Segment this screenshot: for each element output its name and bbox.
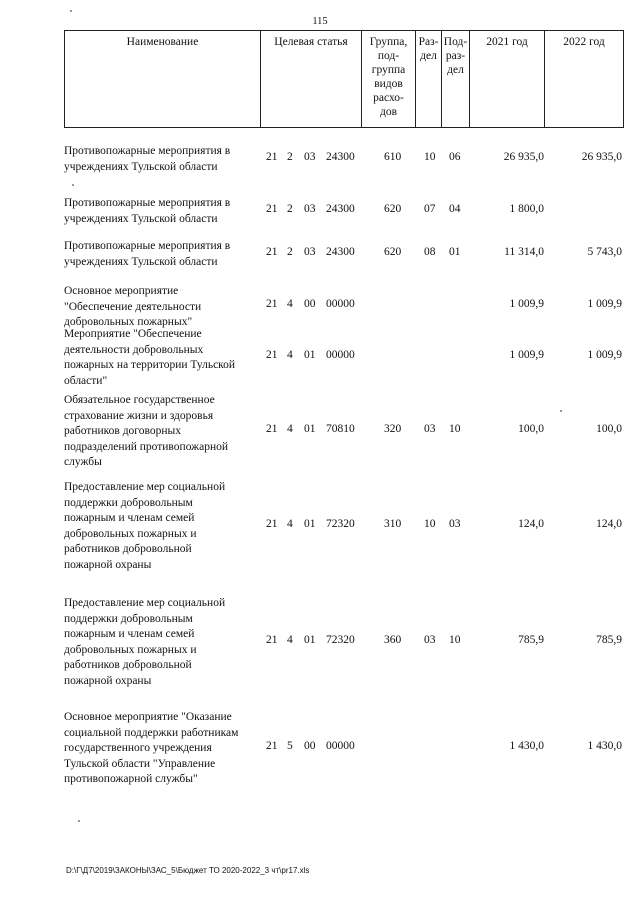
- program-code: 21: [266, 518, 278, 530]
- header-subsection-line: Под-: [443, 36, 468, 48]
- row-name-line: Предоставление мер социальной: [64, 481, 226, 493]
- value-2021: 124,0: [518, 518, 544, 530]
- activity-code: 00: [304, 740, 316, 752]
- value-2021: 785,9: [518, 634, 544, 646]
- expense-group: 320: [384, 423, 402, 435]
- header-2022: 2022 год: [563, 36, 605, 48]
- row-name: [64, 480, 260, 573]
- row-name-line: пожарных на территории Тульской: [64, 359, 236, 371]
- subsection-code: 03: [449, 518, 461, 530]
- value-2021: 1 009,9: [509, 298, 544, 310]
- expense-group: 620: [384, 246, 402, 258]
- value-2021: 1 430,0: [509, 740, 544, 752]
- row-name-line: поддержки добровольным: [64, 496, 193, 509]
- subprogram-code: 4: [287, 298, 293, 310]
- header-group-line: дов: [379, 106, 398, 118]
- direction-code: 72320: [326, 518, 355, 530]
- subprogram-code: 4: [287, 423, 293, 435]
- row-name-line: пожарным и членам семей: [64, 512, 195, 524]
- program-code: 21: [266, 298, 278, 310]
- header-2021-cell: [469, 30, 545, 128]
- scan-speck: [70, 10, 72, 12]
- header-section-cell: [415, 30, 442, 128]
- section-code: 07: [424, 203, 436, 215]
- value-2021: 26 935,0: [503, 151, 544, 163]
- subprogram-code: 2: [287, 203, 293, 215]
- value-2021: 100,0: [518, 423, 544, 435]
- activity-code: 01: [304, 423, 316, 435]
- value-2022: 1 430,0: [587, 740, 622, 752]
- value-2022: 124,0: [596, 518, 622, 530]
- direction-code: 24300: [326, 246, 355, 258]
- direction-code: 24300: [326, 203, 355, 215]
- section-code: 03: [424, 634, 436, 646]
- expense-group: 610: [384, 151, 402, 163]
- activity-code: 01: [304, 349, 316, 361]
- row-name: [64, 284, 260, 331]
- header-group-cell: [361, 30, 416, 128]
- program-code: 21: [266, 246, 278, 258]
- row-name-line: противопожарной службы": [64, 773, 198, 785]
- header-name: Наименование: [126, 36, 199, 48]
- subprogram-code: 2: [287, 246, 293, 258]
- value-2022: 785,9: [596, 634, 622, 646]
- section-code: 08: [424, 246, 436, 258]
- value-2022: 26 935,0: [581, 151, 622, 163]
- header-section-line: дел: [420, 50, 437, 62]
- header-subsection-cell: [441, 30, 470, 128]
- header-2021: 2021 год: [486, 36, 528, 48]
- subsection-code: 10: [449, 634, 461, 646]
- value-2021: 11 314,0: [504, 246, 544, 258]
- header-subsection-line: дел: [447, 64, 464, 76]
- row-name-line: работников договорных: [64, 425, 181, 437]
- expense-group: 310: [384, 518, 402, 530]
- header-group-line: группа: [371, 64, 406, 76]
- activity-code: 00: [304, 298, 316, 310]
- value-2021: 1 800,0: [509, 203, 544, 215]
- row-name-line: пожарной охраны: [64, 674, 152, 687]
- activity-code: 01: [304, 518, 316, 530]
- page-number: 115: [312, 16, 328, 27]
- subsection-code: 01: [449, 246, 461, 258]
- row-name: [64, 393, 260, 471]
- row-name-line: Противопожарные мероприятия в: [64, 240, 231, 252]
- header-group-line: расхо-: [373, 92, 404, 104]
- row-name-line: области": [64, 374, 108, 387]
- scan-speck: [560, 410, 562, 412]
- row-name-line: добровольных пожарных и: [64, 527, 197, 540]
- row-name: [64, 239, 260, 270]
- row-name-line: пожарным и членам семей: [64, 628, 195, 640]
- program-code: 21: [266, 203, 278, 215]
- subsection-code: 04: [449, 203, 461, 215]
- program-code: 21: [266, 634, 278, 646]
- row-name-line: Обязательное государственное: [64, 394, 215, 406]
- row-name: [64, 710, 260, 788]
- row-name-line: добровольных пожарных и: [64, 643, 197, 656]
- expense-group: 360: [384, 634, 402, 646]
- header-section: [416, 31, 441, 63]
- subprogram-code: 4: [287, 634, 293, 646]
- row-name: [64, 196, 260, 227]
- program-code: 21: [266, 740, 278, 752]
- row-name-line: работников добровольной: [64, 543, 192, 555]
- header-group-line: видов: [374, 78, 403, 90]
- row-name-line: страхование жизни и здоровья: [64, 409, 214, 422]
- row-name-line: учреждениях Тульской области: [64, 212, 218, 225]
- value-2022: 100,0: [596, 423, 622, 435]
- direction-code: 00000: [326, 298, 355, 310]
- activity-code: 01: [304, 634, 316, 646]
- direction-code: 70810: [326, 423, 355, 435]
- row-name-line: поддержки добровольным: [64, 612, 193, 625]
- row-name-line: Противопожарные мероприятия в: [64, 145, 231, 157]
- direction-code: 72320: [326, 634, 355, 646]
- row-name-line: учреждениях Тульской области: [64, 255, 218, 268]
- activity-code: 03: [304, 151, 316, 163]
- header-name-cell: [64, 30, 261, 128]
- row-name-line: учреждениях Тульской области: [64, 160, 218, 173]
- row-name-line: Мероприятие "Обеспечение: [64, 328, 202, 340]
- header-subsection: [442, 31, 469, 77]
- file-path: D:\Г\Д7\2019\ЗАКОНЫ\ЗАС_5\Бюджет ТО 2020-2022_3 чт\pr17.xls: [66, 866, 310, 875]
- direction-code: 00000: [326, 740, 355, 752]
- header-group: [362, 31, 415, 119]
- section-code: 10: [424, 518, 436, 530]
- value-2022: 1 009,9: [587, 298, 622, 310]
- row-name-line: Основное мероприятие "Оказание: [64, 711, 232, 723]
- header-2022-cell: [544, 30, 624, 128]
- row-name-line: "Обеспечение деятельности: [64, 300, 202, 313]
- row-name-line: пожарной охраны: [64, 558, 152, 571]
- program-code: 21: [266, 151, 278, 163]
- header-section-line: Раз-: [418, 36, 439, 48]
- row-name: [64, 144, 260, 175]
- row-name: [64, 327, 260, 389]
- row-name-line: Тульской области "Управление: [64, 757, 216, 770]
- row-name-line: подразделений противопожарной: [64, 440, 229, 453]
- value-2021: 1 009,9: [509, 349, 544, 361]
- row-name-line: Предоставление мер социальной: [64, 597, 226, 609]
- row-name-line: добровольных пожарных": [64, 316, 193, 328]
- header-target-cell: [260, 30, 362, 128]
- row-name-line: Основное мероприятие: [64, 285, 179, 297]
- header-target: Целевая статья: [274, 36, 348, 48]
- value-2022: 5 743,0: [587, 246, 622, 258]
- subprogram-code: 2: [287, 151, 293, 163]
- subsection-code: 06: [449, 151, 461, 163]
- header-group-line: Группа,: [369, 36, 408, 48]
- activity-code: 03: [304, 246, 316, 258]
- direction-code: 00000: [326, 349, 355, 361]
- scan-speck: [72, 184, 74, 186]
- row-name: [64, 596, 260, 689]
- header-subsection-line: раз-: [445, 50, 466, 62]
- row-name-line: работников добровольной: [64, 659, 192, 671]
- scan-speck: [78, 820, 80, 822]
- activity-code: 03: [304, 203, 316, 215]
- row-name-line: социальной поддержки работникам: [64, 726, 239, 739]
- direction-code: 24300: [326, 151, 355, 163]
- expense-group: 620: [384, 203, 402, 215]
- subprogram-code: 4: [287, 518, 293, 530]
- section-code: 03: [424, 423, 436, 435]
- subprogram-code: 5: [287, 740, 293, 752]
- program-code: 21: [266, 349, 278, 361]
- row-name-line: государственного учреждения: [64, 742, 212, 754]
- row-name-line: службы: [64, 456, 102, 468]
- program-code: 21: [266, 423, 278, 435]
- header-group-line: под-: [377, 50, 400, 62]
- section-code: 10: [424, 151, 436, 163]
- subsection-code: 10: [449, 423, 461, 435]
- row-name-line: Противопожарные мероприятия в: [64, 197, 231, 209]
- value-2022: 1 009,9: [587, 349, 622, 361]
- row-name-line: деятельности добровольных: [64, 343, 204, 356]
- subprogram-code: 4: [287, 349, 293, 361]
